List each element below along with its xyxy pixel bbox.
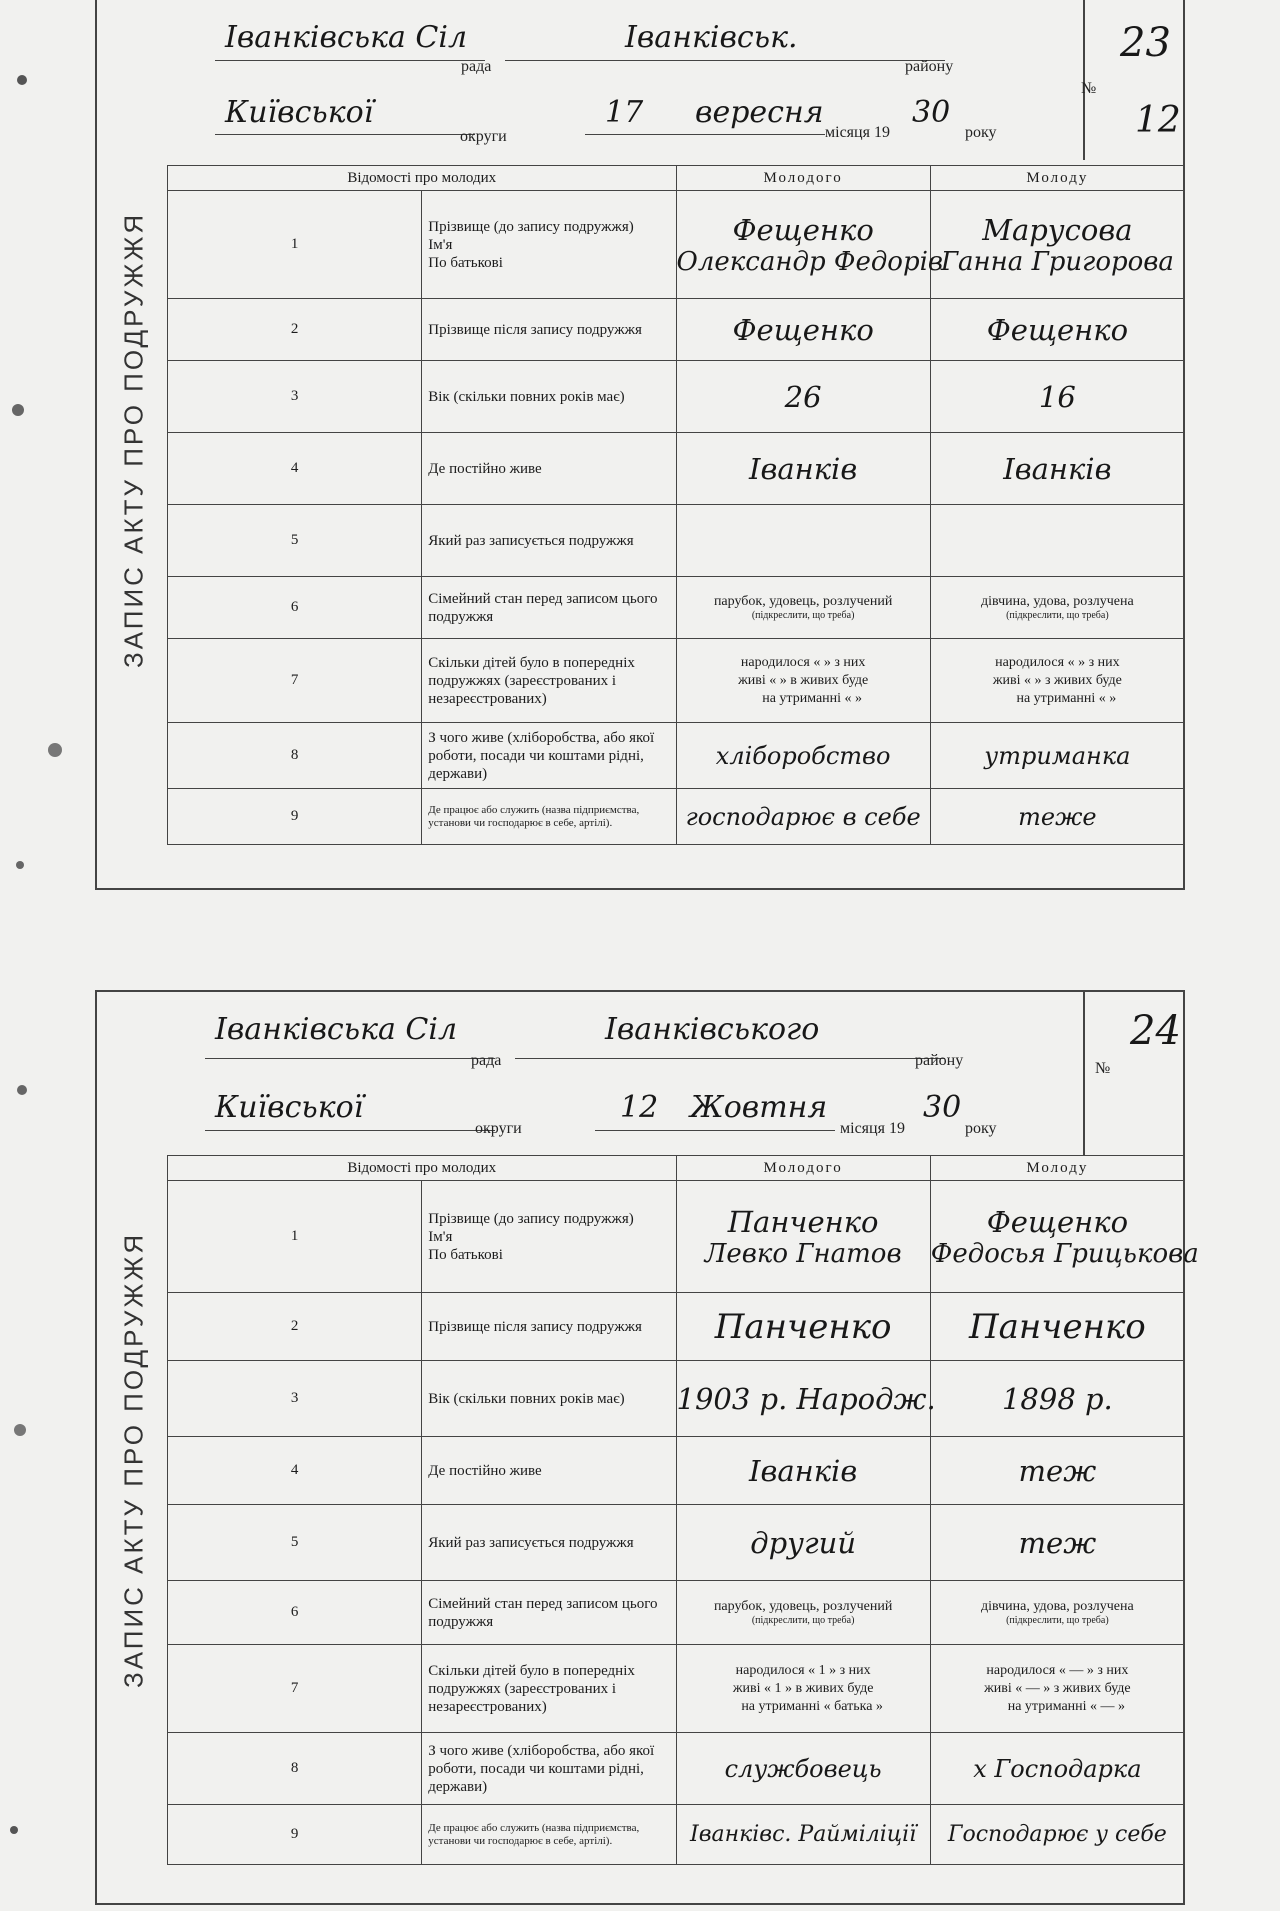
rada-handwritten: Іванківська Сіл: [225, 20, 468, 55]
groom-new-surname: Фещенко: [732, 312, 874, 347]
row-label: Прізвище після запису подружжя: [422, 299, 676, 361]
bride-marital-status: дівчина, удова, розлучена: [981, 594, 1134, 609]
bride-new-surname: Панченко: [968, 1306, 1146, 1347]
row-label: Вік (скільки повних років має): [422, 361, 676, 433]
groom-children: народилося « » з них живі « » в живих буде на утриманні « »: [676, 639, 930, 723]
groom-livelihood: службовець: [724, 1754, 882, 1783]
row-label: Який раз записується подружжя: [422, 505, 676, 577]
record-number: 24: [1130, 1008, 1181, 1054]
groom-livelihood: хліборобство: [715, 741, 891, 770]
groom-age: 1903 р. Народж.: [676, 1381, 936, 1416]
row-label: Де постійно живе: [422, 1437, 676, 1505]
rayon-handwritten: Іванківського: [605, 1012, 820, 1047]
month-handwritten: вересня: [695, 95, 824, 130]
rada-label: рада: [461, 58, 492, 75]
bride-workplace: теже: [1018, 802, 1097, 831]
row-label: Який раз записується подружжя: [422, 1505, 676, 1581]
groom-name-cell: [676, 191, 944, 299]
row-label: Прізвище (до запису подружжя) Ім'я По батькові: [422, 191, 676, 299]
bride-workplace: Господарює у себе: [947, 1822, 1167, 1847]
rayon-label: району: [905, 58, 954, 75]
col-bride-header: Молоду: [930, 166, 1184, 191]
month-handwritten: Жовтня: [690, 1090, 828, 1125]
groom-given-names: Левко Гнатов: [704, 1238, 902, 1269]
row-label: З чого живе (хліборобства, або якої роботи, посади чи коштами рідні, держави): [422, 1733, 676, 1805]
year-label: року: [965, 1120, 997, 1137]
record-number-box: [1083, 0, 1185, 160]
groom-new-surname: Панченко: [714, 1306, 892, 1347]
row-number: 9: [168, 789, 422, 845]
month-label: місяця 19: [825, 124, 890, 141]
row-label: З чого живе (хліборобства, або якої роботи, посади чи коштами рідні, держави): [422, 723, 676, 789]
bride-name-cell: [930, 191, 1184, 299]
day-handwritten: 12: [620, 1090, 659, 1125]
row-label: Скільки дітей було в попередніх подружжях (зареєстрованих і незареєстрованих): [422, 639, 676, 723]
row-number: 4: [168, 433, 422, 505]
row-number: 5: [168, 1505, 422, 1581]
groom-residence: Іванків: [749, 1453, 858, 1488]
groom-marriage-count: другий: [750, 1525, 857, 1560]
bride-marital-note: (підкреслити, що треба): [1006, 1615, 1109, 1626]
bride-new-surname: Фещенко: [986, 312, 1129, 347]
bride-residence: теж: [1018, 1453, 1097, 1488]
row-number: 2: [168, 299, 422, 361]
day-handwritten: 17: [605, 95, 644, 130]
number-label: №: [1095, 1060, 1111, 1077]
groom-surname: Панченко: [727, 1204, 879, 1239]
groom-workplace: Іванківс. Райміліції: [690, 1822, 917, 1847]
row-label: Де постійно живе: [422, 433, 676, 505]
bride-given-names: Федосья Грицькова: [930, 1238, 1199, 1269]
record-table: [167, 165, 1185, 845]
okruha-handwritten: Київської: [215, 1090, 364, 1125]
bride-name-cell: [930, 1181, 1199, 1293]
groom-marital-status: парубок, удовець, розлучений: [713, 594, 893, 609]
row-number: 1: [168, 1181, 422, 1293]
record-number: 23: [1120, 20, 1171, 66]
bride-marital-status: дівчина, удова, розлучена: [981, 1599, 1134, 1614]
year-handwritten: 30: [912, 95, 951, 130]
row-number: 6: [168, 1581, 422, 1645]
col-bride-header: Молоду: [930, 1156, 1184, 1181]
bride-marital-note: (підкреслити, що треба): [1006, 610, 1109, 621]
bride-livelihood: утриманка: [984, 741, 1131, 770]
bride-given-names: Ганна Григорова: [940, 246, 1174, 277]
bride-age: 1898 р.: [1001, 1381, 1113, 1416]
groom-surname: Фещенко: [732, 212, 874, 247]
record-table: [167, 1155, 1199, 1865]
okruha-handwritten: Київської: [225, 95, 374, 130]
groom-name-cell: [676, 1181, 930, 1293]
row-label: Скільки дітей було в попередніх подружжях (зареєстрованих і незареєстрованих): [422, 1645, 676, 1733]
row-number: 3: [168, 1361, 422, 1437]
side-title: ЗАПИС АКТУ ПРО ПОДРУЖЖЯ: [118, 211, 149, 669]
rayon-label: району: [915, 1052, 964, 1069]
rada-label: рада: [471, 1052, 502, 1069]
col-groom-header: Молодого: [676, 1156, 930, 1181]
row-number: 3: [168, 361, 422, 433]
bride-residence: Іванків: [1003, 451, 1112, 486]
rayon-handwritten: Іванківськ.: [625, 20, 798, 55]
record-number-box: [1083, 990, 1185, 1155]
groom-given-names: Олександр Федорів: [676, 246, 944, 277]
groom-residence: Іванків: [749, 451, 858, 486]
row-number: 4: [168, 1437, 422, 1505]
row-label: Де працює або служить (назва підприємства, установи чи господарює в себе, артілі).: [422, 789, 676, 845]
bride-surname: Фещенко: [986, 1204, 1129, 1239]
okruha-label: округи: [475, 1120, 522, 1137]
row-label: Де працює або служить (назва підприємства, установи чи господарює в себе, артілі).: [422, 1805, 676, 1865]
okruha-label: округи: [460, 128, 507, 145]
row-label: Прізвище після запису подружжя: [422, 1293, 676, 1361]
bride-marriage-count: теж: [1018, 1525, 1097, 1560]
row-number: 7: [168, 639, 422, 723]
rada-handwritten: Іванківська Сіл: [215, 1012, 458, 1047]
groom-workplace: господарює в себе: [685, 802, 921, 831]
bride-livelihood: х Господарка: [973, 1754, 1142, 1783]
row-number: 9: [168, 1805, 422, 1865]
row-label: Вік (скільки повних років має): [422, 1361, 676, 1437]
year-handwritten: 30: [923, 1090, 962, 1125]
row-number: 5: [168, 505, 422, 577]
row-number: 1: [168, 191, 422, 299]
row-label: Сімейний стан перед записом цього подружжя: [422, 577, 676, 639]
bride-children: народилося « » з них живі « » з живих буде на утриманні « »: [930, 639, 1184, 723]
row-label: Сімейний стан перед записом цього подружжя: [422, 1581, 676, 1645]
row-number: 2: [168, 1293, 422, 1361]
bride-children: народилося « — » з них живі « — » з живих буде на утриманні « — »: [930, 1645, 1184, 1733]
row-number: 8: [168, 1733, 422, 1805]
row-label: Прізвище (до запису подружжя) Ім'я По батькові: [422, 1181, 676, 1293]
month-label: місяця 19: [840, 1120, 905, 1137]
row-number: 8: [168, 723, 422, 789]
col-groom-header: Молодого: [676, 166, 930, 191]
bride-age: 16: [1038, 379, 1076, 414]
record-number-mark: 12: [1135, 100, 1181, 141]
col-info-header: Відомості про молодих: [168, 166, 677, 191]
col-info-header: Відомості про молодих: [168, 1156, 677, 1181]
marriage-record-24: [95, 990, 1199, 1905]
row-number: 6: [168, 577, 422, 639]
groom-marital-status: парубок, удовець, розлучений: [713, 1599, 893, 1614]
year-label: року: [965, 124, 997, 141]
row-number: 7: [168, 1645, 422, 1733]
bride-surname: Марусова: [982, 212, 1133, 247]
marriage-record-23: [95, 0, 1185, 890]
groom-marital-note: (підкреслити, що треба): [751, 610, 855, 621]
groom-children: народилося « 1 » з них живі « 1 » в живих буде на утриманні « батька »: [676, 1645, 930, 1733]
number-label: №: [1081, 80, 1097, 97]
groom-marital-note: (підкреслити, що треба): [751, 1615, 855, 1626]
groom-age: 26: [784, 379, 822, 414]
side-title: ЗАПИС АКТУ ПРО ПОДРУЖЖЯ: [118, 1231, 149, 1689]
